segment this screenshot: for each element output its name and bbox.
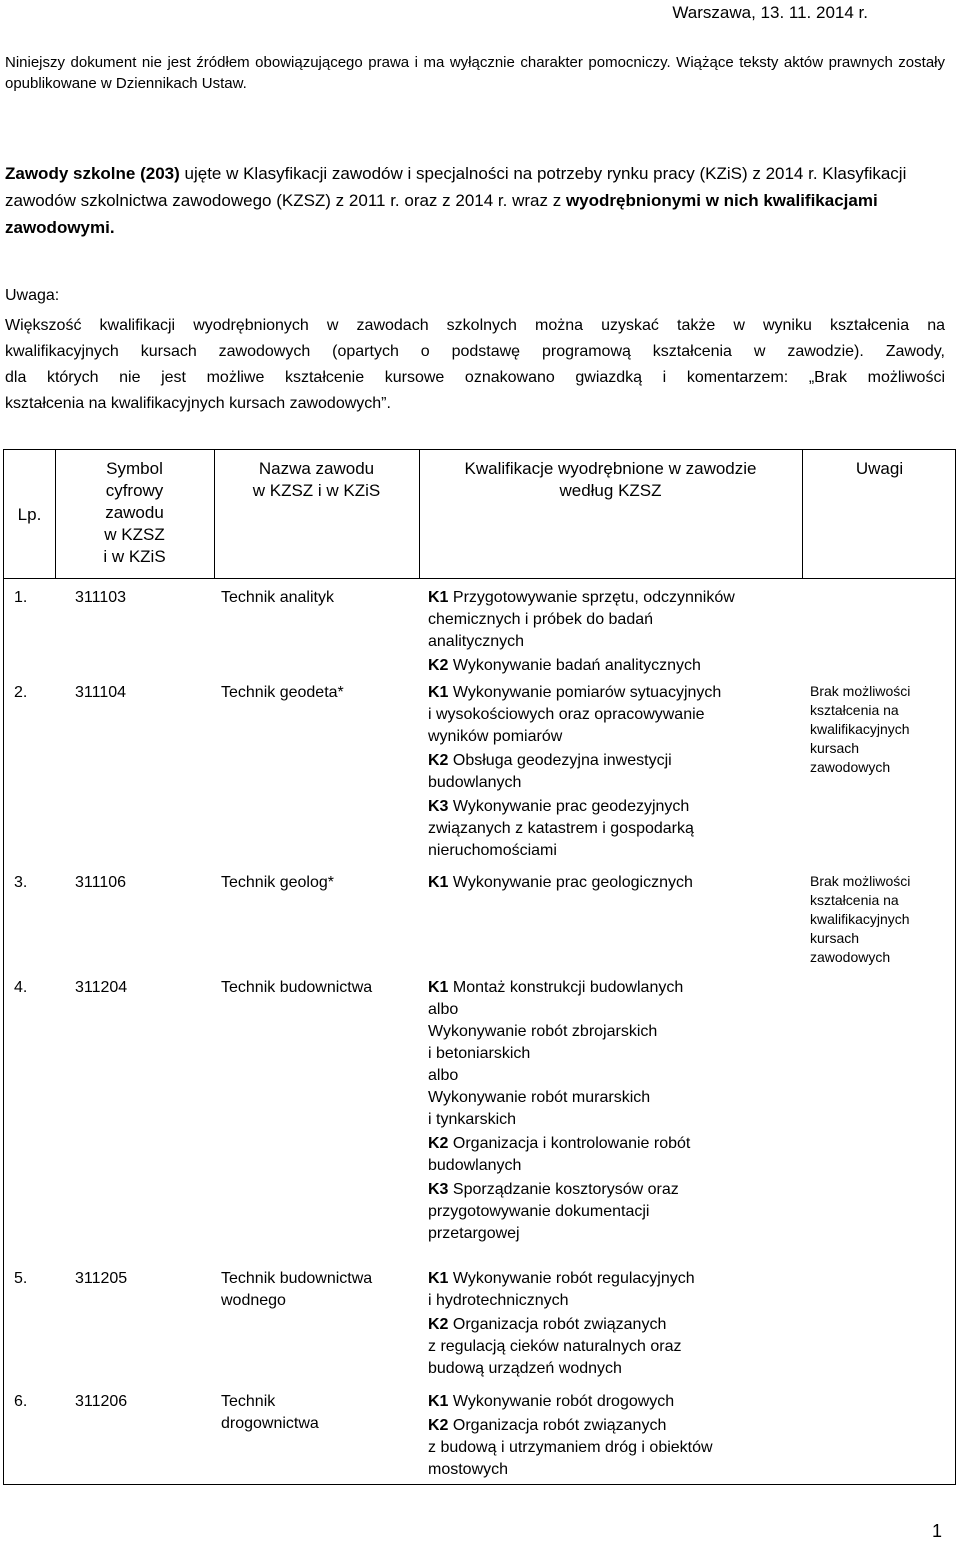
intro-bold-start: Zawody szkolne (203) <box>5 164 180 183</box>
qualification-item <box>428 1314 798 1380</box>
disclaimer-text: Niniejszy dokument nie jest źródłem obowiązującego prawa i ma wyłącznie charakter pomocniczy. Wiążące teksty aktów prawnych zostały opublikowane w Dziennikach Ustaw. <box>5 54 945 92</box>
qualifications-table <box>3 449 956 1485</box>
uwaga-line: kształcenia na kwalifikacyjnych kursach zawodowych”. <box>5 395 391 412</box>
row-uwagi-line: kursach <box>810 930 860 946</box>
intro-bold-end: wyodrębnionymi w nich kwalifikacjami zawodowymi. <box>5 191 878 237</box>
qualification-line: i wysokościowych oraz opracowywanie <box>428 706 705 723</box>
qualification-line: K2 Organizacja robót związanych <box>428 1417 667 1434</box>
qualification-line: chemicznych i próbek do badań <box>428 611 654 628</box>
qualification-line: budowlanych <box>428 774 522 791</box>
row-nazwa <box>221 872 411 894</box>
qualification-item <box>428 1415 798 1481</box>
qualification-line: albo <box>428 1001 459 1018</box>
header-nazwa-line: Nazwa zawodu <box>258 459 375 478</box>
qualification-line: i tynkarskich <box>428 1111 517 1128</box>
row-symbol: 311206 <box>75 1393 128 1410</box>
row-uwagi-line: kwalifikacyjnych <box>810 721 910 737</box>
intro-middle: ujęte w Klasyfikacji zawodów i specjalności na potrzeby rynku pracy (KZiS) z 2014 r. Klasyfikacji zawodów szkolnictwa zawodowego (KZSZ) z 2011 r. oraz z 2014 r. wraz z <box>5 164 907 210</box>
row-nazwa <box>221 1391 411 1435</box>
header-symbol-line: Symbol <box>106 459 163 478</box>
row-kwalifikacje <box>428 1268 798 1382</box>
qualification-line: przygotowywanie dokumentacji <box>428 1203 650 1220</box>
qualification-line: K2 Wykonywanie badań analitycznych <box>428 657 701 674</box>
row-lp: 3. <box>14 874 28 891</box>
qualification-line: K2 Organizacja i kontrolowanie robót <box>428 1135 691 1152</box>
row-nazwa <box>221 1268 411 1312</box>
uwaga-line: kwalifikacyjnych kursach zawodowych (opartych o podstawę programową kształcenia w zawodzie). Zawody, <box>5 343 945 360</box>
qualification-line: K1 Montaż konstrukcji budowlanych <box>428 979 684 996</box>
qualification-line: i hydrotechnicznych <box>428 1292 569 1309</box>
qualification-code: K1 <box>428 979 449 996</box>
qualification-line: K1 Wykonywanie pomiarów sytuacyjnych <box>428 684 722 701</box>
qualification-line: budowlanych <box>428 1157 522 1174</box>
qualification-line: analitycznych <box>428 633 525 650</box>
row-kwalifikacje <box>428 682 798 864</box>
qualification-line: K1 Wykonywanie robót drogowych <box>428 1393 675 1410</box>
row-uwagi-line: zawodowych <box>810 949 891 965</box>
row-kwalifikacje <box>428 977 798 1247</box>
row-nazwa-line: wodnego <box>221 1292 286 1309</box>
uwaga-label: Uwaga: <box>5 287 60 304</box>
header-symbol <box>55 458 214 568</box>
qualification-item <box>428 1391 798 1413</box>
qualification-code: K2 <box>428 1417 449 1434</box>
row-uwagi-line: kursach <box>810 740 860 756</box>
header-symbol-line: zawodu <box>105 503 164 522</box>
row-uwagi-line: kształcenia na <box>810 702 899 718</box>
row-uwagi <box>810 872 950 967</box>
qualification-code: K3 <box>428 798 449 815</box>
header-symbol-line: i w KZiS <box>103 547 166 566</box>
header-kwalifikacje-line: Kwalifikacje wyodrębnione w zawodzie <box>464 459 757 478</box>
header-nazwa <box>214 458 419 502</box>
qualification-code: K1 <box>428 874 449 891</box>
header-symbol-line: w KZSZ <box>104 525 165 544</box>
qualification-item <box>428 1268 798 1312</box>
qualification-line: K2 Organizacja robót związanych <box>428 1316 667 1333</box>
qualification-line: związanych z katastrem i gospodarką <box>428 820 694 837</box>
row-uwagi-line: Brak możliwości <box>810 683 911 699</box>
qualification-item <box>428 977 798 1131</box>
intro-paragraph <box>5 160 945 241</box>
qualification-line: wyników pomiarów <box>428 728 563 745</box>
qualification-code: K1 <box>428 589 449 606</box>
qualification-item <box>428 796 798 862</box>
row-uwagi-line: zawodowych <box>810 759 891 775</box>
qualification-line: K3 Sporządzanie kosztorysów oraz <box>428 1181 679 1198</box>
row-symbol: 311204 <box>75 979 128 996</box>
row-uwagi-line: kształcenia na <box>810 892 899 908</box>
row-nazwa <box>221 587 411 609</box>
qualification-line: albo <box>428 1067 459 1084</box>
qualification-line: Wykonywanie robót murarskich <box>428 1089 651 1106</box>
qualification-line: Wykonywanie robót zbrojarskich <box>428 1023 658 1040</box>
row-symbol: 311104 <box>75 684 127 701</box>
row-uwagi <box>810 682 950 777</box>
uwaga-line: dla których nie jest możliwe kształcenie kursowe oznakowano gwiazdką i komentarzem: „Brak możliwości <box>5 369 945 386</box>
row-nazwa-line: Technik geodeta* <box>221 684 344 701</box>
qualification-line: K1 Przygotowywanie sprzętu, odczynników <box>428 589 735 606</box>
row-lp: 1. <box>14 589 28 606</box>
row-nazwa <box>221 977 411 999</box>
row-kwalifikacje <box>428 587 798 679</box>
qualification-line: przetargowej <box>428 1225 520 1242</box>
header-kwalifikacje-line: według KZSZ <box>559 481 662 500</box>
qualification-item <box>428 872 798 894</box>
uwaga-line: Większość kwalifikacji wyodrębnionych w zawodach szkolnych można uzyskać także w wyniku kształcenia na <box>5 317 945 334</box>
qualification-line: K2 Obsługa geodezyjna inwestycji <box>428 752 672 769</box>
row-kwalifikacje <box>428 1391 798 1483</box>
row-uwagi-line: kwalifikacyjnych <box>810 911 910 927</box>
row-symbol: 311106 <box>75 874 127 891</box>
row-kwalifikacje <box>428 872 798 896</box>
qualification-line: budową urządzeń wodnych <box>428 1360 622 1377</box>
qualification-code: K2 <box>428 657 449 674</box>
qualification-item <box>428 750 798 794</box>
qualification-code: K1 <box>428 684 449 701</box>
qualification-item <box>428 1133 798 1177</box>
row-nazwa-line: Technik budownictwa <box>221 1270 373 1287</box>
qualification-line: K3 Wykonywanie prac geodezyjnych <box>428 798 690 815</box>
row-nazwa-line: Technik <box>221 1393 276 1410</box>
qualification-item <box>428 655 798 677</box>
header-nazwa-line: w KZSZ i w KZiS <box>252 481 381 500</box>
page-number: 1 <box>931 1521 942 1541</box>
header-separator <box>4 578 955 579</box>
row-nazwa <box>221 682 411 704</box>
qualification-line: mostowych <box>428 1461 509 1478</box>
row-lp: 2. <box>14 684 28 701</box>
qualification-code: K2 <box>428 1135 449 1152</box>
qualification-code: K1 <box>428 1270 449 1287</box>
qualification-line: K1 Wykonywanie robót regulacyjnych <box>428 1270 695 1287</box>
header-lp: Lp. <box>17 505 42 524</box>
row-lp: 5. <box>14 1270 28 1287</box>
row-nazwa-line: drogownictwa <box>221 1415 319 1432</box>
header-uwagi: Uwagi <box>855 459 904 478</box>
qualification-item <box>428 587 798 653</box>
header-kwalifikacje <box>419 458 802 502</box>
row-lp: 6. <box>14 1393 28 1410</box>
qualification-line: nieruchomościami <box>428 842 557 859</box>
qualification-item <box>428 682 798 748</box>
qualification-code: K2 <box>428 752 449 769</box>
header-symbol-line: cyfrowy <box>105 481 164 500</box>
qualification-line: K1 Wykonywanie prac geologicznych <box>428 874 693 891</box>
qualification-code: K2 <box>428 1316 449 1333</box>
row-nazwa-line: Technik analityk <box>221 589 334 606</box>
qualification-code: K3 <box>428 1181 449 1198</box>
row-nazwa-line: Technik budownictwa <box>221 979 373 996</box>
qualification-item <box>428 1179 798 1245</box>
uwaga-paragraph <box>5 313 945 417</box>
row-symbol: 311103 <box>75 589 127 606</box>
qualification-line: z regulacją cieków naturalnych oraz <box>428 1338 682 1355</box>
row-symbol: 311205 <box>75 1270 128 1287</box>
qualification-line: z budową i utrzymaniem dróg i obiektów <box>428 1439 713 1456</box>
row-uwagi-line: Brak możliwości <box>810 873 911 889</box>
qualification-line: i betoniarskich <box>428 1045 531 1062</box>
row-nazwa-line: Technik geolog* <box>221 874 334 891</box>
document-date: Warszawa, 13. 11. 2014 r. <box>672 3 868 22</box>
row-lp: 4. <box>14 979 28 996</box>
qualification-code: K1 <box>428 1393 449 1410</box>
